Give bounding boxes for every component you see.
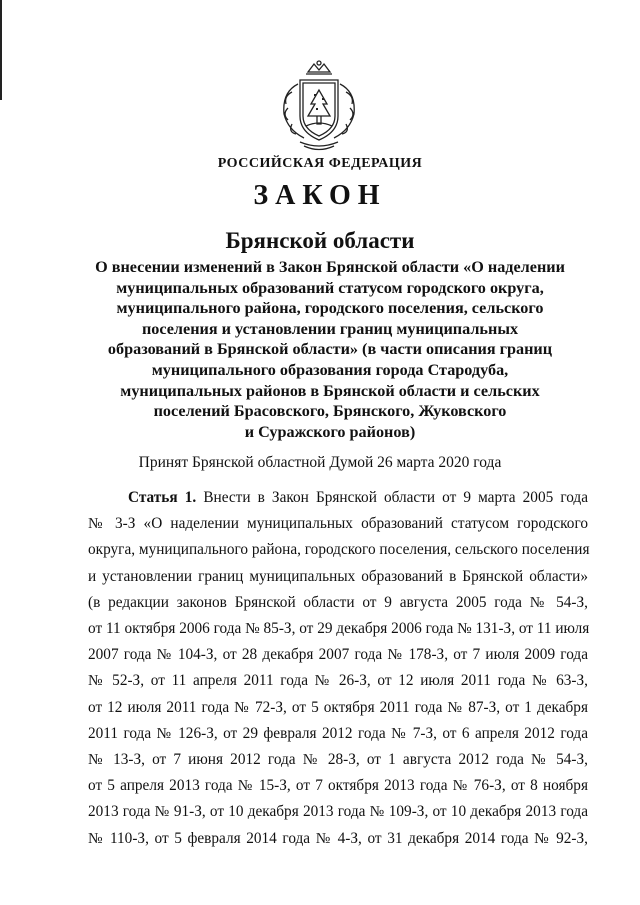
adoption-note: Принят Брянской областной Думой 26 марта 2020 года [138,454,502,471]
article-line: (в редакции законов Брянской области от 9 августа 2005 года № 54-З, [88,593,588,611]
subject-line: муниципальных районов в Брянской области и сельских [120,381,540,400]
article-text: Внести в Закон Брянской области от 9 марта 2005 года [203,489,589,506]
law-title: ЗАКОН [253,180,387,211]
subject-line: образований в Брянской области» (в части описания границ [107,340,553,359]
region-heading: Брянской области [225,228,415,253]
scan-edge-mark [0,0,2,100]
article-line: № 52-З, от 11 апреля 2011 года № 26-З, от 12 июля 2011 года № 63-З, [88,672,588,690]
subject-line: О внесении изменений в Закон Брянской области «О наделении [95,258,565,276]
subject-line: муниципального района, городского поселения, сельского [116,299,544,318]
subject-line: поселения и установлении границ муниципальных [141,319,519,338]
article-line: и установлении границ муниципальных образований в Брянской области» [88,567,588,585]
subject-line: поселений Брасовского, Брянского, Жуковского [153,402,507,421]
article-line: округа, муниципального района, городского поселения, сельского поселения [88,541,590,559]
article-label: Статья 1. [128,489,197,506]
coat-of-arms-emblem [270,58,368,154]
article-line: № 110-З, от 5 февраля 2014 года № 4-З, от 31 декабря 2014 года № 92-З, [88,829,588,847]
subject-line: муниципальных образований статусом городского округа, [116,278,544,297]
law-subject [80,257,580,442]
article-line: от 12 июля 2011 года № 72-З, от 5 октября 2011 года № 87-З, от 1 декабря [88,698,588,716]
country-heading: РОССИЙСКАЯ ФЕДЕРАЦИЯ [217,156,423,171]
article-line: 2011 года № 126-З, от 29 февраля 2012 года № 7-З, от 6 апреля 2012 года [88,724,588,742]
article-line: № 13-З, от 7 июня 2012 года № 28-З, от 1 августа 2012 года № 54-З, [88,751,588,769]
article-line: от 11 октября 2006 года № 85-З, от 29 декабря 2006 года № 131-З, от 11 июля [88,620,590,638]
subject-line: и Суражского районов) [244,422,416,441]
article-line: 2007 года № 104-З, от 28 декабря 2007 года № 178-З, от 7 июля 2009 года [88,646,588,664]
article-line: № 3-З «О наделении муниципальных образований статусом городского [88,515,588,533]
article-body [88,485,588,852]
subject-line: муниципального образования города Стародуба, [151,360,509,379]
article-line [88,485,588,511]
article-line: от 5 апреля 2013 года № 15-З, от 7 октября 2013 года № 76-З, от 8 ноября [88,777,588,795]
article-line: 2013 года № 91-З, от 10 декабря 2013 года № 109-З, от 10 декабря 2013 года [88,803,588,821]
